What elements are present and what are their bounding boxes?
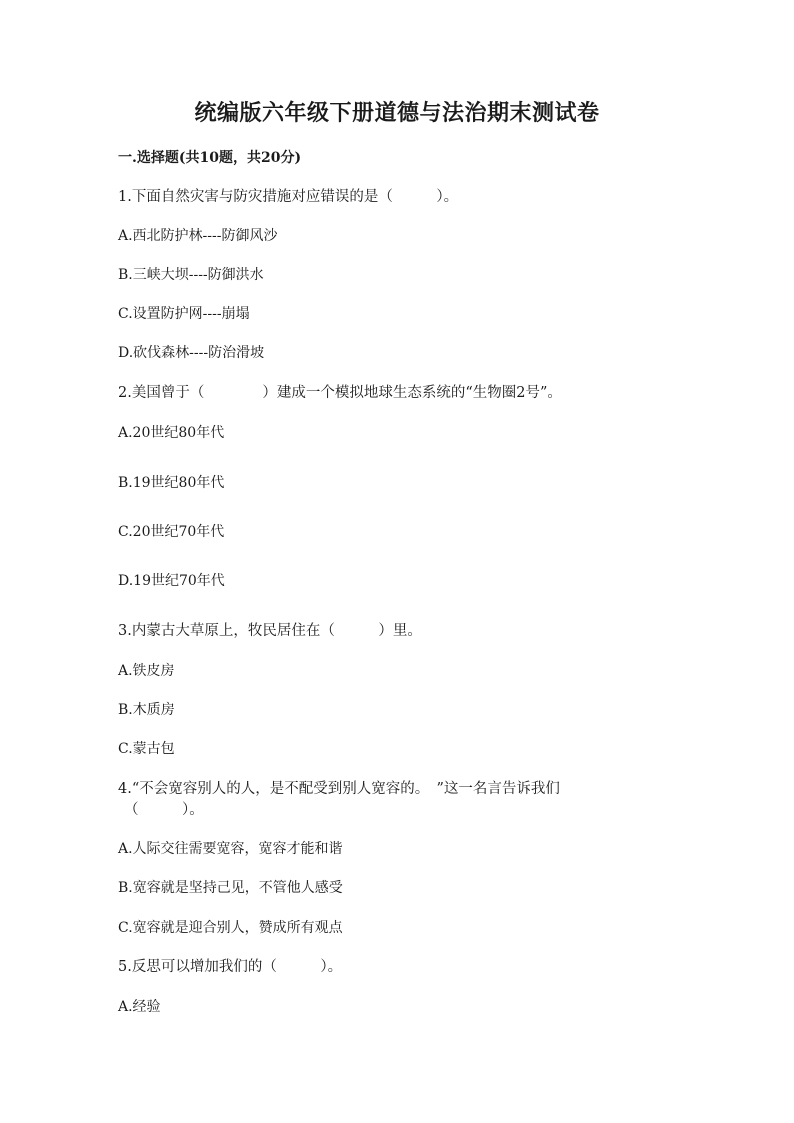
option-2d: D.19世纪70年代 [118, 573, 225, 589]
option-2c: C.20世纪70年代 [118, 524, 225, 540]
question-4: 4.“不会宽容别人的人，是不配受到别人宽容的。 ”这一名言告诉我们 [118, 781, 560, 797]
exam-title: 统编版六年级下册道德与法治期末测试卷 [194, 100, 600, 126]
question-5: 5.反思可以增加我们的（ ）。 [118, 959, 343, 975]
option-1b: B.三峡大坝----防御洪水 [118, 267, 264, 283]
option-5a: A.经验 [118, 999, 161, 1015]
option-1d: D.砍伐森林----防治滑坡 [118, 345, 265, 361]
option-4b: B.宽容就是坚持己见，不管他人感受 [118, 880, 343, 896]
question-4-continuation: （ ）。 [124, 802, 204, 818]
option-4a: A.人际交往需要宽容，宽容才能和谐 [118, 841, 343, 857]
section-heading: 一.选择题(共10题，共20分) [118, 150, 302, 166]
option-1a: A.西北防护林----防御风沙 [118, 228, 278, 244]
question-1: 1.下面自然灾害与防灾措施对应错误的是（ ）。 [118, 189, 459, 205]
option-3a: A.铁皮房 [118, 663, 175, 679]
option-3b: B.木质房 [118, 702, 175, 718]
question-2: 2.美国曾于（ ）建成一个模拟地球生态系统的“生物圈2号”。 [118, 385, 562, 401]
option-2b: B.19世纪80年代 [118, 475, 225, 491]
option-2a: A.20世纪80年代 [118, 425, 225, 441]
option-1c: C.设置防护网----崩塌 [118, 306, 250, 322]
option-3c: C.蒙古包 [118, 741, 175, 757]
option-4c: C.宽容就是迎合别人，赞成所有观点 [118, 920, 343, 936]
question-3: 3.内蒙古大草原上，牧民居住在（ ）里。 [118, 623, 422, 639]
